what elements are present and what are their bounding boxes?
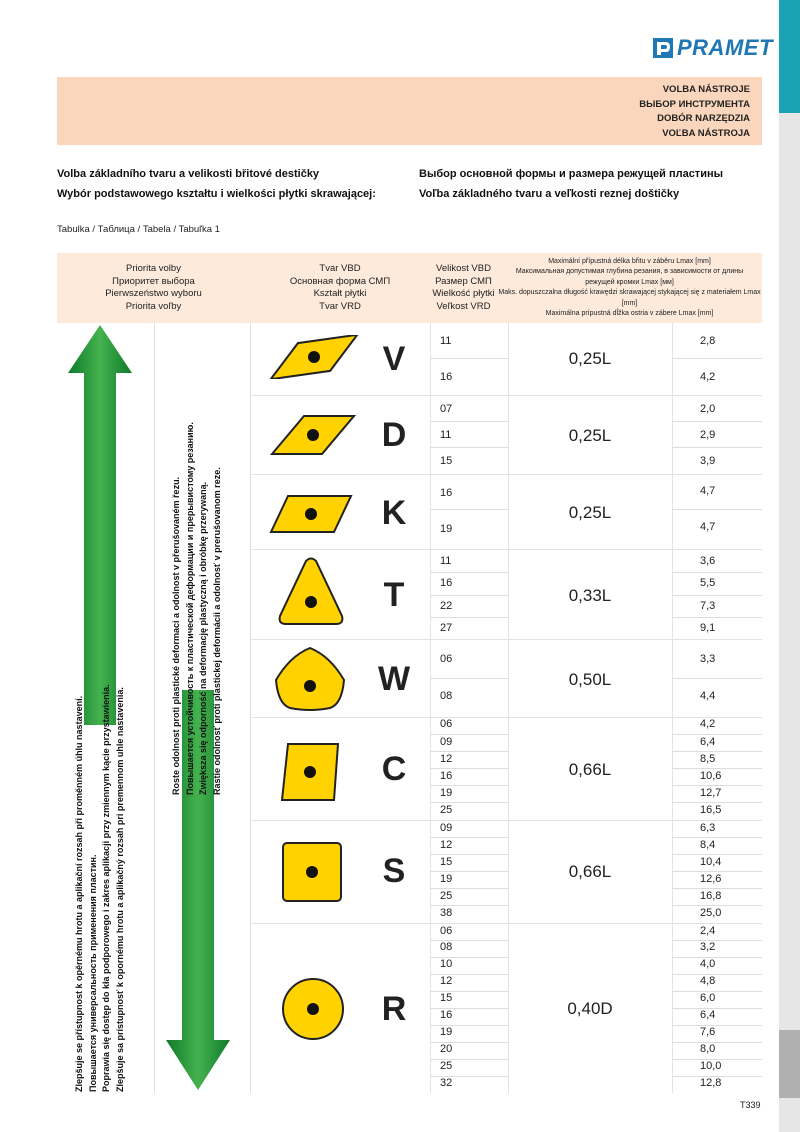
insert-w-shape (270, 644, 350, 712)
row-divider (672, 1008, 762, 1009)
header-text: Priorita voľby (125, 300, 182, 312)
lmax-value: 7,6 (700, 1026, 716, 1038)
size-value: 12 (440, 839, 453, 851)
header-text: Maks. dopuszczalna długość krawędzi skrawającej stykającej się z materiałem Lmax [mm] (498, 289, 761, 307)
note-line: Zlepšuje sa prístupnosť k opornému hrotu a aplikačný rozsah pri premennom uhle nastavenia. (114, 687, 125, 1092)
shape-letter-v: V (382, 340, 406, 378)
lmax-value: 3,9 (700, 455, 716, 467)
size-value: 25 (440, 890, 453, 902)
pramet-logo (652, 36, 773, 60)
header-text: Pierwszeństwo wyboru (105, 288, 202, 299)
depth-value: 0,25L (568, 426, 612, 445)
header-depth (497, 253, 762, 323)
depth-value: 0,25L (568, 503, 612, 522)
row-divider (672, 854, 762, 855)
row-divider (430, 991, 508, 992)
row-divider (672, 572, 762, 573)
lmax-value: 16,8 (700, 890, 722, 902)
row-divider (430, 751, 508, 752)
lmax-value: 12,8 (700, 1077, 722, 1089)
table-caption: Tabulka / Таблица / Tabela / Tabuľka 1 (57, 224, 220, 235)
table-header (57, 253, 762, 323)
size-value: 19 (440, 523, 453, 535)
lmax-value: 9,1 (700, 622, 716, 634)
depth-value: 0,25L (568, 349, 612, 368)
row-divider (672, 1076, 762, 1077)
header-text: Основная форма СМП (289, 275, 391, 287)
brand-name: PRAMET (677, 35, 773, 60)
lmax-value: 25,0 (700, 907, 722, 919)
note-line: Zlepšuje se přístupnost k opěrnému hrotu a aplikační rozsah při proměnném úhlu nastavení. (74, 695, 84, 1092)
header-text: Velikost VBD (436, 263, 491, 274)
row-divider (672, 734, 762, 735)
row-divider (672, 447, 762, 448)
left-notes (73, 684, 127, 1092)
size-value: 09 (440, 736, 453, 748)
banner-title-cz: VOLBA NÁSTROJE (662, 84, 750, 95)
lmax-value: 3,6 (700, 555, 716, 567)
depth-value: 0,66L (568, 760, 612, 779)
side-tab-accent (779, 0, 800, 113)
lmax-value: 4,0 (700, 958, 716, 970)
row-divider (672, 595, 762, 596)
depth-value: 0,40D (567, 999, 613, 1018)
insert-r-shape (280, 976, 346, 1042)
shape-letter-d: D (381, 416, 407, 454)
up-arrow (68, 325, 132, 725)
note-line: Roste odolnost proti plastické deformaci a odolnost v přerušovaném řezu. (171, 476, 181, 795)
row-divider (672, 1059, 762, 1060)
shape-letter-r: R (381, 990, 407, 1028)
row-divider (430, 447, 508, 448)
row-divider (430, 854, 508, 855)
row-divider (672, 1025, 762, 1026)
header-priority (57, 253, 250, 323)
row-divider (672, 837, 762, 838)
row-divider (430, 358, 508, 359)
size-value: 19 (440, 787, 453, 799)
lmax-value: 8,5 (700, 753, 716, 765)
size-value: 07 (440, 403, 453, 415)
group-separator (250, 717, 762, 718)
column-divider (508, 323, 509, 1093)
header-text: Размер СМП (435, 275, 492, 287)
size-value: 19 (440, 1026, 453, 1038)
side-tab (779, 0, 800, 1132)
header-size (430, 253, 497, 323)
lmax-value: 10,6 (700, 770, 722, 782)
shape-letter-s: S (382, 852, 406, 890)
group-separator (250, 395, 762, 396)
note-line: Rastie odolnosť proti plastickej deformácii a odolnosť v prerušovanom reze. (211, 467, 222, 795)
row-divider (672, 974, 762, 975)
header-text: Maximální přípustná délka břitu v záběru Lmax [mm] (548, 257, 711, 265)
intro-line: Voľba základného tvaru a veľkosti reznej doštičky (419, 188, 680, 200)
header-text: Приоритет выбора (112, 275, 195, 287)
lmax-value: 6,4 (700, 736, 716, 748)
insert-d-shape (268, 408, 358, 464)
size-value: 10 (440, 958, 453, 970)
note-line: Повышается универсальность применения пластин. (87, 854, 98, 1092)
group-separator (250, 474, 762, 475)
row-divider (430, 768, 508, 769)
row-divider (430, 595, 508, 596)
lmax-value: 5,5 (700, 577, 716, 589)
row-divider (430, 957, 508, 958)
lmax-value: 6,4 (700, 1009, 716, 1021)
shape-letter-c: C (381, 750, 407, 788)
banner-titles (639, 83, 750, 141)
size-value: 15 (440, 455, 453, 467)
row-divider (430, 1042, 508, 1043)
intro-line: Выбор основной формы и размера режущей пластины (419, 168, 723, 180)
size-value: 16 (440, 1009, 453, 1021)
shape-letter-t: T (383, 576, 405, 614)
insert-c-shape (278, 740, 344, 804)
lmax-value: 4,7 (700, 485, 716, 497)
intro-line: Wybór podstawowego kształtu i wielkości płytki skrawającej: (57, 188, 376, 200)
column-divider (672, 323, 673, 1093)
size-value: 11 (440, 555, 452, 567)
size-value: 09 (440, 822, 453, 834)
row-divider (430, 905, 508, 906)
row-divider (430, 888, 508, 889)
size-value: 16 (440, 371, 453, 383)
lmax-value: 2,4 (700, 925, 716, 937)
page-number: T339 (740, 1100, 761, 1110)
column-divider (430, 323, 431, 1093)
lmax-value: 2,9 (700, 429, 716, 441)
lmax-value: 12,6 (700, 873, 722, 885)
header-text: Maximálna prípustná dĺžka ostria v zábere Lmax [mm] (545, 310, 714, 317)
row-divider (672, 421, 762, 422)
size-value: 06 (440, 653, 453, 665)
row-divider (672, 957, 762, 958)
size-value: 16 (440, 487, 453, 499)
row-divider (430, 871, 508, 872)
row-divider (430, 1059, 508, 1060)
row-divider (430, 1025, 508, 1026)
row-divider (672, 751, 762, 752)
row-divider (430, 785, 508, 786)
lmax-value: 12,7 (700, 787, 722, 799)
lmax-value: 4,2 (700, 718, 716, 730)
row-divider (672, 1042, 762, 1043)
side-tab-marker (779, 1030, 800, 1098)
insert-v-shape (266, 335, 362, 379)
lmax-value: 8,4 (700, 839, 716, 851)
row-divider (672, 940, 762, 941)
lmax-value: 4,4 (700, 690, 716, 702)
lmax-value: 16,5 (700, 804, 722, 816)
row-divider (430, 617, 508, 618)
group-separator (250, 549, 762, 550)
group-separator (250, 639, 762, 640)
row-divider (430, 802, 508, 803)
group-separator (250, 923, 762, 924)
header-text: Veľkost VRD (436, 300, 491, 312)
size-value: 15 (440, 992, 453, 1004)
row-divider (672, 358, 762, 359)
lmax-value: 8,0 (700, 1043, 716, 1055)
row-divider (672, 905, 762, 906)
banner-title-ru: ВЫБОР ИНСТРУМЕНТА (639, 98, 750, 110)
row-divider (672, 768, 762, 769)
title-banner (57, 77, 762, 145)
size-value: 38 (440, 907, 453, 919)
banner-title-pl: DOBÓR NARZĘDZIA (657, 113, 750, 124)
row-divider (430, 1076, 508, 1077)
insert-t-shape (276, 556, 346, 628)
size-value: 06 (440, 718, 453, 730)
header-text: Wielkość płytki (432, 288, 495, 299)
pramet-logo-icon (652, 37, 674, 59)
lmax-value: 4,8 (700, 975, 716, 987)
row-divider (430, 678, 508, 679)
header-text: Tvar VRD (319, 300, 361, 312)
group-separator (250, 820, 762, 821)
shape-letter-k: K (381, 494, 407, 532)
header-text: Tvar VBD (319, 263, 361, 274)
column-divider (250, 323, 251, 1093)
depth-value: 0,50L (568, 670, 612, 689)
size-value: 15 (440, 856, 453, 868)
row-divider (672, 888, 762, 889)
row-divider (672, 617, 762, 618)
size-value: 20 (440, 1043, 453, 1055)
note-line: Повышается устойчивость к пластической деформации и прерывистому резанию. (184, 422, 195, 795)
row-divider (430, 940, 508, 941)
row-divider (672, 991, 762, 992)
note-line: Zwiększa się odporność na deformację plastyczną i obróbkę przerywaną. (198, 481, 208, 795)
size-value: 16 (440, 577, 453, 589)
header-text: режущей кромки Lmax [мм] (585, 278, 674, 286)
size-value: 12 (440, 975, 453, 987)
size-value: 08 (440, 941, 453, 953)
lmax-value: 2,8 (700, 335, 716, 347)
size-value: 12 (440, 753, 453, 765)
lmax-value: 10,0 (700, 1060, 722, 1072)
size-value: 08 (440, 690, 453, 702)
size-value: 19 (440, 873, 453, 885)
row-divider (672, 678, 762, 679)
shape-letter-w: W (377, 660, 411, 698)
intro-left (57, 164, 376, 204)
depth-value: 0,33L (568, 586, 612, 605)
size-value: 25 (440, 804, 453, 816)
lmax-value: 6,0 (700, 992, 716, 1004)
column-divider (154, 323, 155, 1093)
lmax-value: 2,0 (700, 403, 716, 415)
size-value: 27 (440, 622, 453, 634)
lmax-value: 6,3 (700, 822, 716, 834)
note-line: Poprawia się dostęp do kła podporowego i zakres aplikacji przy zmiennym kącie przystawienia. (101, 684, 111, 1092)
header-text: Priorita volby (126, 263, 181, 274)
lmax-value: 3,2 (700, 941, 716, 953)
header-shape (250, 253, 430, 323)
lmax-value: 4,7 (700, 521, 716, 533)
row-divider (430, 974, 508, 975)
row-divider (430, 1008, 508, 1009)
row-divider (672, 871, 762, 872)
depth-value: 0,66L (568, 862, 612, 881)
insert-k-shape (268, 490, 354, 538)
row-divider (430, 421, 508, 422)
intro-line: Volba základního tvaru a velikosti břitové destičky (57, 168, 320, 180)
intro-right (419, 164, 723, 204)
lmax-value: 10,4 (700, 856, 722, 868)
row-divider (672, 509, 762, 510)
row-divider (430, 837, 508, 838)
size-value: 06 (440, 925, 453, 937)
size-value: 11 (440, 429, 452, 441)
size-value: 32 (440, 1077, 453, 1089)
lmax-value: 3,3 (700, 653, 716, 665)
header-text: Максимальная допустимая глубина резания, в зависимости от длины (515, 268, 744, 275)
size-value: 22 (440, 600, 453, 612)
row-divider (430, 734, 508, 735)
lmax-value: 4,2 (700, 371, 716, 383)
size-value: 11 (440, 335, 452, 347)
row-divider (430, 572, 508, 573)
banner-title-sk: VOĽBA NÁSTROJA (662, 127, 750, 139)
size-value: 25 (440, 1060, 453, 1072)
middle-notes (170, 422, 224, 795)
lmax-value: 7,3 (700, 600, 716, 612)
header-text: Kształt płytki (313, 288, 367, 299)
size-value: 16 (440, 770, 453, 782)
row-divider (430, 509, 508, 510)
insert-s-shape (280, 840, 344, 904)
row-divider (672, 785, 762, 786)
row-divider (672, 802, 762, 803)
